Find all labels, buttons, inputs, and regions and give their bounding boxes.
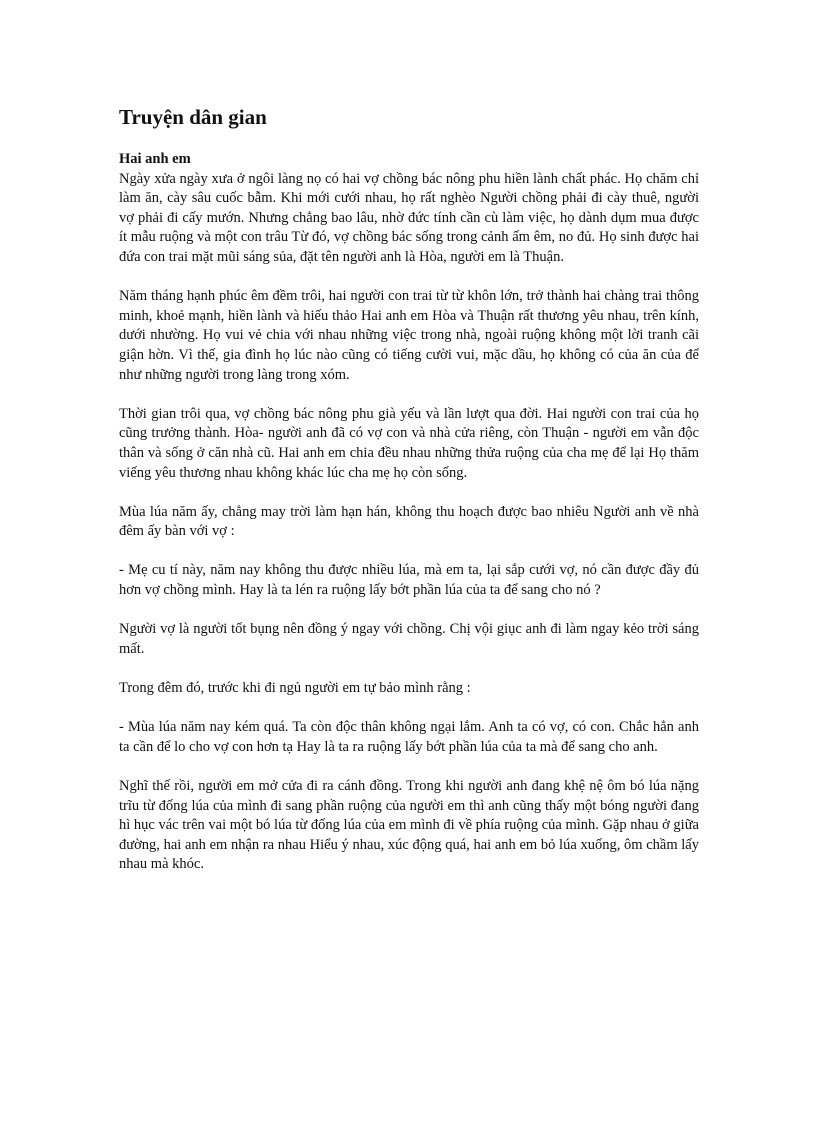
story-paragraph: - Mẹ cu tí này, năm nay không thu được nhiều lúa, mà em ta, lại sắp cưới vợ, nó cần được đầy đủ hơn vợ chồng mình. Hay là ta lén ra ruộng lấy bớt phần lúa của ta để sang cho nó ?: [119, 562, 699, 599]
story-body: [119, 150, 699, 895]
story-paragraph: Trong đêm đó, trước khi đi ngủ người em tự bảo mình rằng :: [119, 680, 471, 697]
document-title: Truyện dân gian: [119, 105, 267, 129]
story-heading: Hai anh em: [119, 151, 191, 167]
story-paragraph: Ngày xửa ngày xưa ở ngôi làng nọ có hai vợ chồng bác nông phu hiền lành chất phác. Họ chăm chỉ làm ăn, cày sâu cuốc bẫm. Khi mới cưới nhau, họ rất nghèo Người chồng phải đi cày thuê, người vợ phải đi cấy mướn. Nhưng chẳng bao lâu, nhờ đức tính cần cù làm việc, họ dành dụm mua được ít mẫu ruộng và một con trâu Từ đó, vợ chồng bác sống trong cảnh ấm êm, no đủ. Họ sinh được hai đứa con trai mặt mũi sáng sủa, đặt tên người anh là Hòa, người em là Thuận.: [119, 170, 699, 265]
story-paragraph: Nghĩ thế rồi, người em mở cửa đi ra cánh đồng. Trong khi người anh đang khệ nệ ôm bó lúa nặng trĩu từ đống lúa của mình đi sang phần ruộng của người em thì anh cũng thấy một bóng người đang hì hục vác trên vai một bó lúa từ đống lúa của em mình đi về phía ruộng của mình. Gặp nhau ở giữa đường, hai anh em nhận ra nhau Hiểu ý nhau, xúc động quá, hai anh em bỏ lúa xuống, ôm chầm lấy nhau mà khóc.: [119, 778, 699, 873]
story-paragraph: Năm tháng hạnh phúc êm đềm trôi, hai người con trai từ từ khôn lớn, trở thành hai chàng trai thông minh, khoẻ mạnh, hiền lành và hiếu thảo Hai anh em Hòa và Thuận rất thương yêu nhau, trên kính, dưới nhường. Họ vui vẻ chia với nhau những việc trong nhà, ngoài ruộng không một lời tranh cãi giận hờn. Vì thế, gia đình họ lúc nào cũng có tiếng cười vui, mặc dầu, họ không có của ăn của để như những người trong làng trong xóm.: [119, 288, 699, 383]
document-page: [119, 0, 699, 1123]
story-paragraph: - Mùa lúa năm nay kém quá. Ta còn độc thân không ngại lắm. Anh ta có vợ, có con. Chắc hẳn anh ta cần để lo cho vợ con hơn tạ Hay là ta ra ruộng lấy bớt phần lúa của ta mà để sang cho anh.: [119, 719, 699, 755]
story-paragraph: Thời gian trôi qua, vợ chồng bác nông phu già yếu và lần lượt qua đời. Hai người con trai của họ cũng trưởng thành. Hòa- người anh đã có vợ con và nhà cửa riêng, còn Thuận - người em vẫn độc thân và sống ở căn nhà cũ. Hai anh em chia đều nhau những thửa ruộng của cha mẹ để lại Họ thăm viếng yêu thương nhau không khác lúc cha mẹ họ còn sống.: [119, 405, 699, 481]
story-paragraph: Mùa lúa năm ấy, chẳng may trời làm hạn hán, không thu hoạch được bao nhiêu Người anh về nhà đêm ấy bàn với vợ :: [119, 503, 699, 540]
story-paragraph: Người vợ là người tốt bụng nên đồng ý ngay với chồng. Chị vội giục anh đi làm ngay kẻo trời sáng mất.: [119, 621, 699, 657]
